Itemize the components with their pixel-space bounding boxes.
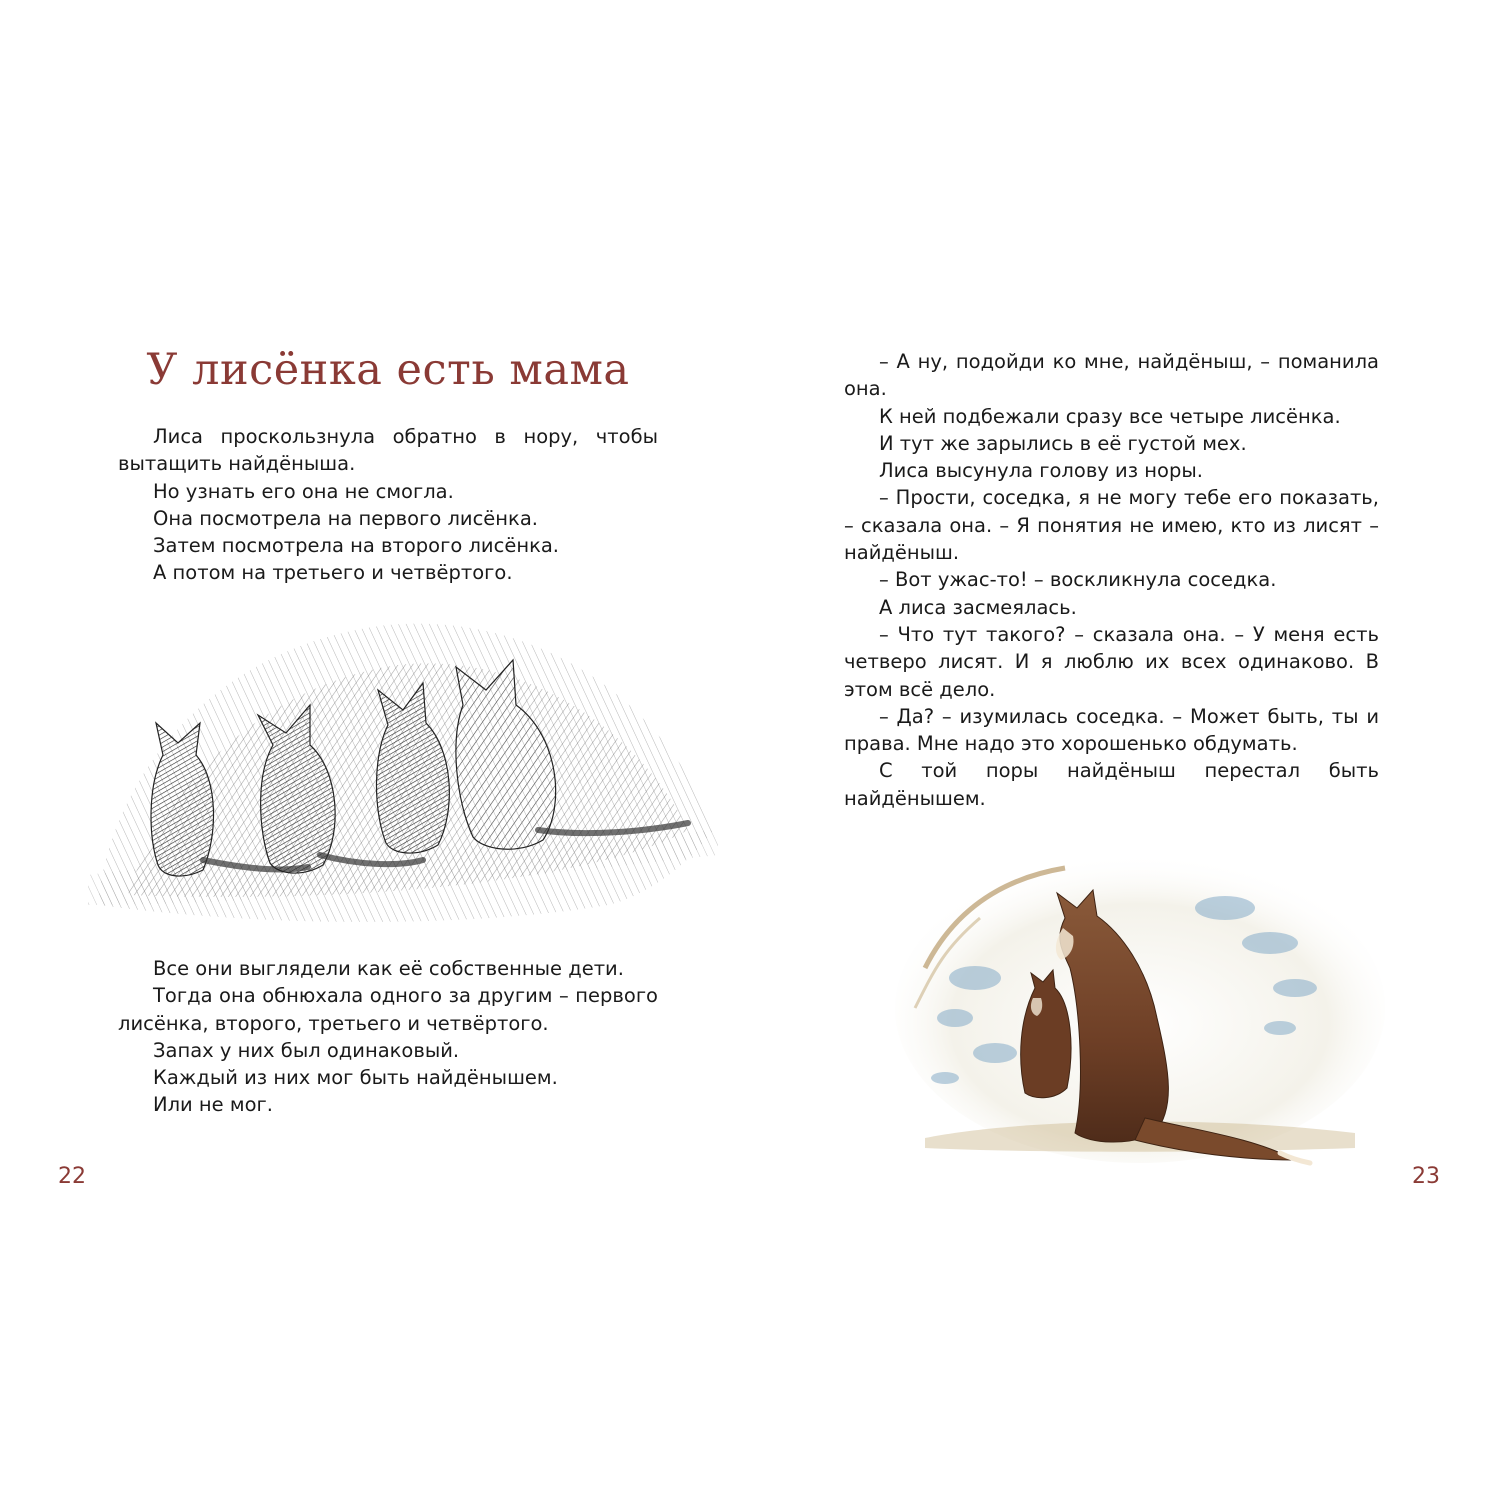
paragraph: – Да? – изумилась соседка. – Может быть, ты и права. Мне надо это хорошенько обдумать. (844, 704, 1379, 756)
paragraph: Запах у них был одинаковый. (153, 1038, 460, 1062)
four-fox-kits-illustration (88, 605, 718, 940)
paragraph: Лиса высунула голову из норы. (879, 459, 1203, 483)
paragraph: Тогда она обнюхала одного за другим – первого лисёнка, второго, третьего и четвёртого. (118, 984, 658, 1035)
paragraph: – Что тут такого? – сказала она. – У меня есть четверо лисят. И я люблю их всех одинаково. В этом всё дело. (844, 622, 1379, 701)
right-page (750, 0, 1500, 1500)
paragraph: Но узнать его она не смогла. (153, 479, 454, 503)
paragraph: Она посмотрела на первого лисёнка. (153, 506, 538, 530)
page-number: 23 (1412, 1164, 1440, 1189)
paragraph: Лиса проскользнула обратно в нору, чтобы вытащить найдёныша. (118, 425, 658, 476)
left-text-bottom (118, 955, 658, 1119)
paragraph: Затем посмотрела на второго лисёнка. (153, 534, 559, 558)
paragraph: К ней подбежали сразу все четыре лисёнка. (879, 404, 1341, 428)
paragraph: Все они выглядели как её собственные дети. (153, 957, 624, 980)
paragraph: – А ну, подойди ко мне, найдёныш, – поманила она. (844, 350, 1379, 401)
paragraph: А лиса засмеялась. (879, 595, 1077, 619)
mother-fox-and-kit-illustration (885, 848, 1385, 1173)
paragraph: С той поры найдёныш перестал быть найдёнышем. (844, 759, 1379, 810)
paragraph: И тут же зарылись в её густой мех. (879, 431, 1247, 455)
paragraph: – Вот ужас-то! – воскликнула соседка. (879, 568, 1277, 592)
paragraph: Или не мог. (153, 1093, 273, 1117)
paragraph: А потом на третьего и четвёртого. (153, 561, 513, 585)
left-text-top (118, 423, 658, 587)
chapter-title: У лисёнка есть мама (146, 345, 630, 395)
right-text (844, 348, 1379, 812)
paragraph: – Прости, соседка, я не могу тебе его показать, – сказала она. – Я понятия не имею, кто из лисят – найдёныш. (844, 486, 1379, 565)
page-number: 22 (58, 1164, 86, 1189)
paragraph: Каждый из них мог быть найдёнышем. (153, 1066, 558, 1090)
